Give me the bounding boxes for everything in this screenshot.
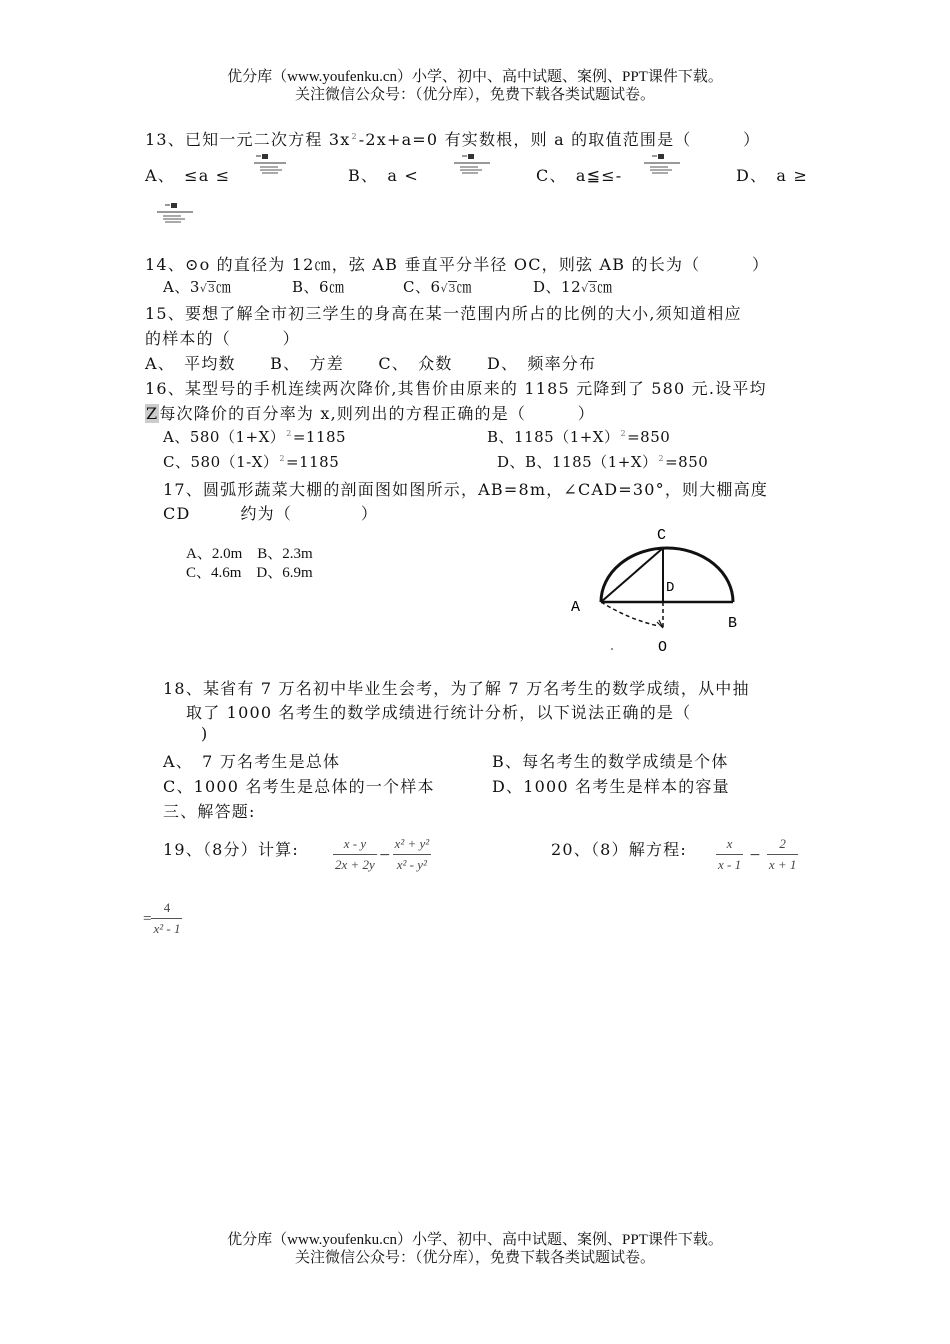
q17-stem-1: 17、圆弧形蔬菜大棚的剖面图如图所示，AB=8m，∠CAD=30°，则大棚高度 (163, 480, 769, 499)
footer-line-1: 优分库（www.youfenku.cn）小学、初中、高中试题、案例、PPT课件下载。 (227, 1232, 723, 1248)
label-b: B (728, 615, 738, 632)
arrow-tip (657, 620, 663, 628)
q20-label: 20、（8）解方程: (551, 840, 687, 859)
q16-option-a: A、$580(1+X)^2=1185$ (163, 428, 347, 446)
q13-option-d: D、 a ≥ (736, 166, 809, 185)
q14-option-c: C、6√3㎝ (403, 278, 473, 296)
q16-option-c: C、$580(1-X)^2=1185$ (163, 453, 340, 471)
q16-stem-1: 16、某型号的手机连续两次降价,其售价由原来的 1185 元降到了 580 元.设平均 (145, 379, 767, 398)
garbled-fraction-icon (452, 152, 492, 176)
q16-option-d: D、B、$1185(1+X)^2=850$ (497, 453, 709, 471)
q14-stem: 14、⊙o 的直径为 12㎝，弦 AB 垂直平分半径 OC，则弦 AB 的长为（ ） (145, 255, 770, 274)
greenhouse-arc-figure (560, 520, 760, 660)
q19-fraction-1: $\frac{x - y}{2x + 2y}$ (335, 836, 375, 872)
q19-expression: $\frac{x - y}{2x + 2y}$ − $\frac{\text{x² + y²}}{\text{x² - y²}}$ (335, 836, 430, 872)
q18-stem-1: 18、某省有 7 万名初中毕业生会考，为了解 7 万名考生的数学成绩，从中抽 (163, 679, 750, 698)
q20-expression: $\frac{x}{x - 1}$ − $\frac{2}{x + 1}$ (718, 836, 797, 872)
q14-option-d: D、12√3㎝ (533, 278, 613, 296)
label-a: A (571, 599, 581, 616)
segment-ao (601, 602, 659, 626)
q18-option-a: A、 7 万名考生是总体 (163, 752, 341, 771)
q17-options-2: C、4.6m D、6.9m (186, 565, 313, 581)
q16-option-b: B、$1185(1+X)^2=850$ (487, 428, 671, 446)
q18-stem-3: ) (201, 724, 209, 743)
q19-label: 19、（8分）计算: (163, 840, 299, 859)
garbled-fraction-icon (642, 152, 682, 176)
q18-option-b: B、每名考生的数学成绩是个体 (492, 752, 729, 771)
q20-fraction-3: $\frac{4}{\text{x² - 1}}$ (153, 900, 181, 936)
q17-stem-2: CD 约为（ ） (163, 504, 379, 523)
label-d: D (666, 580, 675, 596)
q18-option-c: C、1000 名考生是总体的一个样本 (163, 777, 435, 796)
q20-fraction-2: $\frac{2}{x + 1}$ (768, 836, 797, 872)
q19-fraction-2: $\frac{\text{x² + y²}}{\text{x² - y²}}$ (394, 836, 430, 872)
q15-stem-2: 的样本的（ ） (145, 329, 300, 348)
q17-options-1: A、2.0m B、2.3m (186, 546, 313, 562)
footer-line-2: 关注微信公众号：（优分库），免费下载各类试题试卷。 (294, 1250, 655, 1266)
q13-option-c: C、 a≦≤- (536, 166, 623, 185)
garbled-fraction-icon (155, 201, 195, 225)
label-c: C (657, 527, 667, 544)
section-title: 三、解答题: (163, 802, 256, 821)
garbled-fraction-icon (252, 152, 292, 176)
q16-stem-2: Z每次降价的百分率为 x,则列出的方程正确的是（ ） (146, 404, 595, 423)
q14-option-b: B、6㎝ (292, 278, 345, 296)
stray-dot (611, 648, 613, 650)
q14-option-a: A、3√3㎝ (163, 278, 232, 296)
q13-option-a: A、 ≤a ≤ (145, 166, 231, 185)
q13-option-b: B、 a < (348, 166, 419, 185)
q13-stem: 13、已知一元二次方程 $3x^2-2x+a=0$ 有实数根，则 a 的取值范围是（ ） (145, 130, 761, 149)
header-line-1: 优分库（www.youfenku.cn）小学、初中、高中试题、案例、PPT课件下载。 (227, 69, 723, 85)
q15-stem-1: 15、要想了解全市初三学生的身高在某一范围内所占的比例的大小,须知道相应 (145, 304, 742, 323)
q20-fraction-1: $\frac{x}{x - 1}$ (718, 836, 742, 872)
q18-stem-2: 取了 1000 名考生的数学成绩进行统计分析，以下说法正确的是（ (186, 703, 692, 722)
q20-rhs: = $\frac{4}{\text{x² - 1}}$ (143, 900, 181, 936)
q15-options: A、 平均数 B、 方差 C、 众数 D、 频率分布 (145, 354, 597, 373)
label-o: O (658, 639, 668, 656)
q18-option-d: D、1000 名考生是样本的容量 (492, 777, 730, 796)
header-line-2: 关注微信公众号：（优分库），免费下载各类试题试卷。 (294, 87, 655, 103)
